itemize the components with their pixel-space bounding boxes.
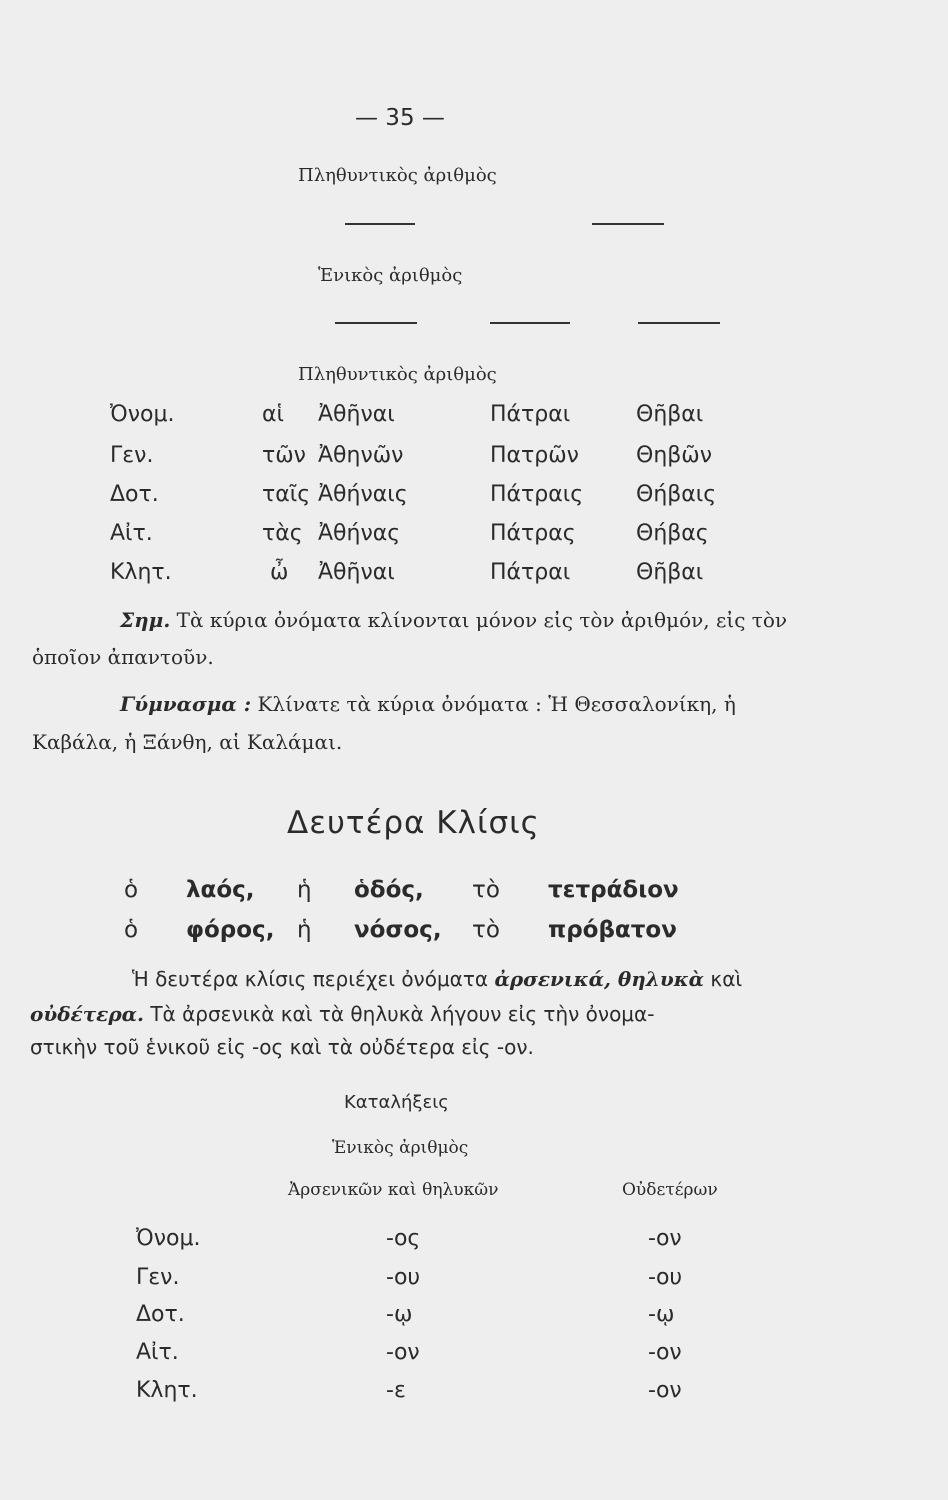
endings-title: Καταλήξεις	[344, 1092, 449, 1113]
noun-patras: Πάτραις	[490, 482, 584, 507]
note-label: Σημ.	[120, 608, 171, 632]
example-masculine: φόρος,	[186, 917, 275, 943]
note-text: Τὰ κύρια ὀνόματα κλίνονται μόνον εἰς τὸν ἀριθμόν, εἰς τὸν	[176, 608, 788, 632]
ending-masc-fem: -ον	[386, 1340, 420, 1365]
case-label: Δοτ.	[136, 1302, 185, 1327]
case-label: Αἰτ.	[136, 1340, 179, 1365]
example-article: τὸ	[472, 917, 500, 943]
paragraph-text: Ἡ δευτέρα κλίσις περιέχει ὀνόματα	[132, 967, 495, 991]
article: ταῖς	[262, 482, 311, 507]
noun-patras: Πάτραι	[490, 560, 571, 585]
exercise-line-2: Καβάλα, ἡ Ξάνθη, αἱ Καλάμαι.	[32, 730, 343, 754]
case-label: Γεν.	[136, 1265, 180, 1290]
section-title: Δευτέρα Κλίσις	[287, 805, 540, 841]
exercise-label: Γύμνασμα :	[120, 692, 252, 716]
noun-thebes: Θήβας	[636, 521, 709, 546]
noun-thebes: Θῆβαι	[636, 560, 704, 585]
case-label: Ὀνομ.	[136, 1226, 201, 1251]
example-article: ἡ	[297, 877, 312, 903]
article: τὰς	[262, 521, 303, 546]
exercise-line-1	[120, 692, 736, 716]
ending-masc-fem: -ου	[386, 1265, 421, 1290]
case-label: Κλητ.	[110, 560, 172, 585]
blank-line	[592, 223, 664, 225]
article: τῶν	[262, 443, 306, 468]
column-header-neuter: Οὐδετέρων	[622, 1180, 718, 1200]
note-line-1	[120, 608, 787, 632]
paragraph-emphasis: ἀρσενικά, θηλυκὰ	[494, 967, 705, 991]
ending-neuter: -ον	[648, 1340, 682, 1365]
case-label: Ὀνομ.	[110, 402, 175, 427]
noun-athens: Ἀθήνας	[318, 521, 401, 546]
noun-athens: Ἀθηνῶν	[318, 443, 404, 468]
example-article: ὁ	[124, 877, 139, 903]
exercise-text: Κλίνατε τὰ κύρια ὀνόματα : Ἡ Θεσσαλονίκη, ἡ	[257, 692, 736, 716]
ending-neuter: -ῳ	[648, 1302, 675, 1327]
noun-thebes: Θηβῶν	[636, 443, 713, 468]
noun-athens: Ἀθῆναι	[318, 402, 395, 427]
paragraph-text: καὶ	[704, 967, 743, 991]
case-label: Κλητ.	[136, 1378, 198, 1403]
example-article: τὸ	[472, 877, 500, 903]
example-article: ὁ	[124, 917, 139, 943]
plural-heading: Πληθυντικὸς ἀριθμὸς	[298, 364, 497, 385]
plural-heading: Πληθυντικὸς ἀριθμὸς	[298, 165, 497, 186]
blank-line	[490, 322, 570, 324]
noun-patras: Πατρῶν	[490, 443, 579, 468]
blank-line	[638, 322, 720, 324]
note-line-2: ὁποῖον ἀπαντοῦν.	[32, 645, 214, 669]
blank-line	[345, 223, 415, 225]
example-neuter: τετράδιον	[548, 877, 679, 903]
paragraph-line-2	[30, 1002, 654, 1026]
column-header-masc-fem: Ἀρσενικῶν καὶ θηλυκῶν	[288, 1180, 499, 1200]
ending-neuter: -ου	[648, 1265, 683, 1290]
paragraph-line-1	[132, 967, 742, 991]
example-masculine: λαός,	[186, 877, 255, 903]
case-label: Γεν.	[110, 443, 154, 468]
ending-masc-fem: -ος	[386, 1226, 421, 1251]
endings-subtitle: Ἑνικὸς ἀριθμὸς	[332, 1138, 469, 1158]
case-label: Αἰτ.	[110, 521, 153, 546]
example-article: ἡ	[297, 917, 312, 943]
noun-patras: Πάτραι	[490, 402, 571, 427]
page-number: — 35 —	[355, 105, 445, 131]
singular-heading: Ἑνικὸς ἀριθμὸς	[318, 265, 463, 286]
paragraph-text: Τὰ ἀρσενικὰ καὶ τὰ θηλυκὰ λήγουν εἰς τὴν ὀνομα-	[143, 1002, 655, 1026]
ending-neuter: -ον	[648, 1378, 682, 1403]
noun-athens: Ἀθῆναι	[318, 560, 395, 585]
blank-line	[335, 322, 417, 324]
example-neuter: πρόβατον	[548, 917, 677, 943]
paragraph-line-3: στικὴν τοῦ ἑνικοῦ εἰς -ος καὶ τὰ οὐδέτερα εἰς -ον.	[30, 1035, 534, 1059]
ending-masc-fem: -ε	[386, 1378, 406, 1403]
case-label: Δοτ.	[110, 482, 159, 507]
noun-athens: Ἀθήναις	[318, 482, 408, 507]
ending-neuter: -ον	[648, 1226, 682, 1251]
paragraph-emphasis: οὐδέτερα.	[30, 1002, 144, 1026]
noun-patras: Πάτρας	[490, 521, 576, 546]
article: αἱ	[262, 402, 284, 427]
ending-masc-fem: -ῳ	[386, 1302, 413, 1327]
example-feminine: ὁδός,	[354, 877, 424, 903]
noun-thebes: Θῆβαι	[636, 402, 704, 427]
example-feminine: νόσος,	[354, 917, 442, 943]
noun-thebes: Θήβαις	[636, 482, 717, 507]
article: ὦ	[270, 560, 289, 585]
